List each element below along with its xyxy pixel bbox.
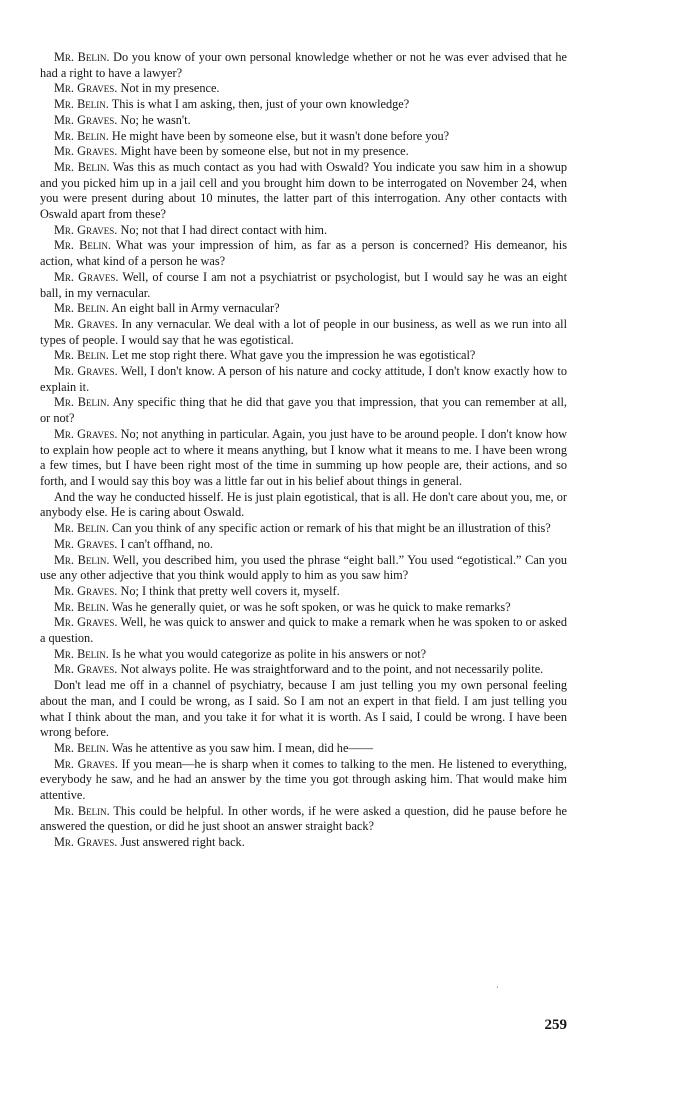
paragraph bbox=[40, 364, 567, 395]
paragraph bbox=[40, 270, 567, 301]
speaker-label: Mr. Belin. bbox=[54, 521, 109, 536]
speaker-label: Mr. Belin. bbox=[54, 803, 110, 818]
paragraph-text: Well, of course I am not a psychiatrist or psychologist, but I would say he was an eight ball, in my vernacular. bbox=[40, 269, 567, 300]
page-number: 259 bbox=[544, 1017, 567, 1033]
paragraph bbox=[40, 317, 567, 348]
paragraph-text: Can you think of any specific action or remark of his that might be an illustration of this? bbox=[108, 521, 551, 536]
paragraph-text: If you mean—he is sharp when it comes to talking to the men. He listened to everything, everybody he saw, and he had an answer by the time you got through asking him. That would make him attentive. bbox=[40, 756, 567, 803]
speaker-label: Mr. Belin. bbox=[54, 97, 109, 112]
transcript-body bbox=[40, 50, 567, 851]
paragraph bbox=[40, 301, 567, 317]
paragraph bbox=[40, 97, 567, 113]
paragraph bbox=[40, 348, 567, 364]
paragraph bbox=[40, 804, 567, 835]
paragraph-text: Is he what you would categorize as polite in his answers or not? bbox=[108, 646, 427, 661]
paragraph-text: No; not anything in particular. Again, you just have to be around people. I don't know how to explain how people act to where it means anything, but I know what it means to me. I have been wrong a few times, but I have been right most of the time in summing up how people are, their actions, and so forth, and I would say this boy was a little far out in his belief about things in general. bbox=[40, 426, 567, 488]
paragraph-text: Well, he was quick to answer and quick to make a remark when he was spoken to or asked a question. bbox=[40, 615, 568, 646]
speaker-label: Mr. Graves. bbox=[54, 536, 118, 551]
paragraph bbox=[40, 662, 567, 678]
paragraph-text: I can't offhand, no. bbox=[117, 536, 213, 551]
paragraph-text: Might have been by someone else, but not in my presence. bbox=[117, 144, 409, 159]
speaker-label: Mr. Graves. bbox=[54, 269, 119, 284]
speaker-label: Mr. Graves. bbox=[54, 615, 118, 630]
paragraph bbox=[40, 395, 567, 426]
speaker-label: Mr. Graves. bbox=[54, 222, 118, 237]
paragraph-text: Was this as much contact as you had with Oswald? You indicate you saw him in a showup and you picked him up in a jail cell and you brought him down to be interrogated on November 24, when you were present during about 10 minutes, the latter part of this interrogation. Any other contacts with Oswald apart from these? bbox=[40, 159, 567, 222]
paragraph bbox=[40, 521, 567, 537]
paragraph-text: No; not that I had direct contact with him. bbox=[117, 222, 328, 237]
paragraph bbox=[40, 490, 567, 521]
paragraph bbox=[40, 647, 567, 663]
speaker-label: Mr. Belin. bbox=[54, 128, 109, 143]
paragraph-text: Was he attentive as you saw him. I mean, did he—— bbox=[108, 740, 373, 755]
paragraph bbox=[40, 144, 567, 160]
paragraph bbox=[40, 584, 567, 600]
paragraph bbox=[40, 427, 567, 490]
speaker-label: Mr. Graves. bbox=[54, 426, 118, 441]
paragraph bbox=[40, 223, 567, 239]
speaker-label: Mr. Graves. bbox=[54, 756, 118, 771]
paragraph-text: Any specific thing that he did that gave you that impression, that you can remember at all, or not? bbox=[40, 395, 567, 426]
paragraph-text: No; he wasn't. bbox=[117, 112, 191, 127]
paragraph-text: Not always polite. He was straightforward and to the point, and not necessarily polite. bbox=[117, 662, 544, 677]
paragraph-text: What was your impression of him, as far as a person is concerned? His demeanor, his action, what kind of a person he was? bbox=[40, 238, 567, 269]
speaker-label: Mr. Graves. bbox=[54, 316, 118, 331]
speaker-label: Mr. Graves. bbox=[54, 364, 118, 379]
paragraph-text: Let me stop right there. What gave you the impression he was egotistical? bbox=[108, 348, 476, 363]
paragraph bbox=[40, 81, 567, 97]
paragraph-text: Not in my presence. bbox=[117, 81, 220, 96]
speaker-label: Mr. Graves. bbox=[54, 583, 118, 598]
paragraph-text: Well, I don't know. A person of his nature and cocky attitude, I don't know exactly how to explain it. bbox=[40, 364, 567, 394]
speaker-label: Mr. Graves. bbox=[54, 835, 118, 850]
paragraph bbox=[40, 160, 567, 223]
paragraph bbox=[40, 757, 567, 804]
paragraph bbox=[40, 553, 567, 584]
paragraph-text: Do you know of your own personal knowledge whether or not he was ever advised that he had a right to have a lawyer? bbox=[40, 50, 567, 80]
paragraph bbox=[40, 50, 567, 81]
paragraph bbox=[40, 835, 567, 851]
paragraph bbox=[40, 741, 567, 757]
speaker-label: Mr. Belin. bbox=[54, 552, 110, 567]
paragraph bbox=[40, 537, 567, 553]
paragraph-text: And the way he conducted hisself. He is just plain egotistical, that is all. He don't care about you, me, or anybody else. He is caring about Oswald. bbox=[40, 489, 567, 520]
paragraph-text: No; I think that pretty well covers it, myself. bbox=[117, 583, 340, 598]
speaker-label: Mr. Graves. bbox=[54, 81, 118, 96]
speaker-label: Mr. Graves. bbox=[54, 662, 118, 677]
stray-mark: · bbox=[496, 983, 499, 992]
paragraph-text: An eight ball in Army vernacular? bbox=[108, 301, 280, 316]
speaker-label: Mr. Belin. bbox=[54, 599, 109, 614]
paragraph-text: This could be helpful. In other words, if he were asked a question, did he pause before he answered the question, or did he just shoot an answer straight back? bbox=[40, 803, 567, 834]
speaker-label: Mr. Belin. bbox=[54, 238, 111, 253]
speaker-label: Mr. Belin. bbox=[54, 646, 109, 661]
speaker-label: Mr. Belin. bbox=[54, 740, 109, 755]
paragraph-text: Don't lead me off in a channel of psychiatry, because I am just telling you my own personal feeling about the man, and I could be wrong, as I said. So I am not an expert in that field. I am just telling you what I think about the man, and you take it for what it is worth. As I said, I could be wrong. I have been wrong before. bbox=[40, 678, 567, 740]
paragraph bbox=[40, 600, 567, 616]
paragraph bbox=[40, 113, 567, 129]
paragraph bbox=[40, 678, 567, 741]
speaker-label: Mr. Belin. bbox=[54, 301, 109, 316]
paragraph-text: Well, you described him, you used the phrase “eight ball.” You used “egotistical.” Can you use any other adjective that you think would apply to him as you saw him? bbox=[40, 552, 567, 583]
speaker-label: Mr. Graves. bbox=[54, 112, 118, 127]
paragraph-text: In any vernacular. We deal with a lot of people in our business, as well as we run into all types of people. I would say that he was egotistical. bbox=[40, 316, 567, 347]
paragraph bbox=[40, 615, 567, 646]
paragraph-text: Just answered right back. bbox=[117, 835, 245, 850]
speaker-label: Mr. Belin. bbox=[54, 348, 109, 363]
speaker-label: Mr. Graves. bbox=[54, 144, 118, 159]
speaker-label: Mr. Belin. bbox=[54, 159, 110, 174]
paragraph-text: This is what I am asking, then, just of your own knowledge? bbox=[108, 97, 410, 112]
speaker-label: Mr. Belin. bbox=[54, 395, 110, 410]
speaker-label: Mr. Belin. bbox=[54, 50, 110, 64]
paragraph-text: He might have been by someone else, but it wasn't done before you? bbox=[108, 128, 450, 143]
paragraph bbox=[40, 238, 567, 269]
paragraph bbox=[40, 129, 567, 145]
paragraph-text: Was he generally quiet, or was he soft spoken, or was he quick to make remarks? bbox=[108, 599, 511, 614]
